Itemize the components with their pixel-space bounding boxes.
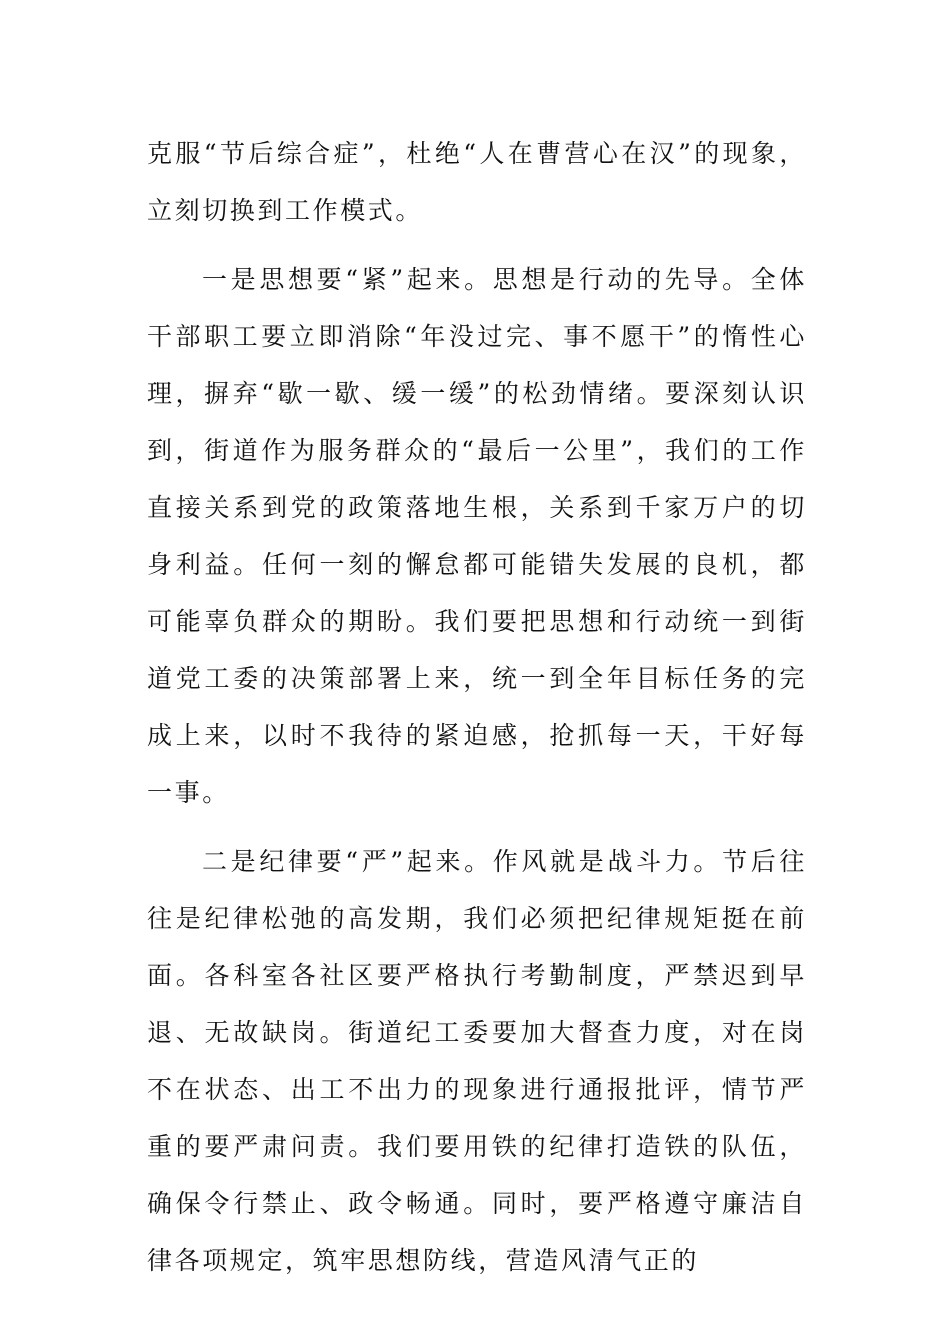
paragraph-discipline-strict: 二是纪律要“严”起来。作风就是战斗力。节后往往是纪律松弛的高发期，我们必须把纪律规矩挺在前面。各科室各社区要严格执行考勤制度，严禁迟到早退、无故缺岗。街道纪工委要加大督查力度，对在岗不在状态、出工不出力的现象进行通报批评，情节严重的要严肃问责。我们要用铁的纪律打造铁的队伍，确保令行禁止、政令畅通。同时，要严格遵守廉洁自律各项规定，筑牢思想防线，营造风清气正的 bbox=[147, 847, 807, 1275]
document-body bbox=[147, 125, 807, 1301]
paragraph-thought-tight: 一是思想要“紧”起来。思想是行动的先导。全体干部职工要立即消除“年没过完、事不愿干”的惰性心理，摒弃“歇一歇、缓一缓”的松劲情绪。要深刻认识到，街道作为服务群众的“最后一公里”，我们的工作直接关系到党的政策落地生根，关系到千家万户的切身利益。任何一刻的懈怠都可能错失发展的良机，都可能辜负群众的期盼。我们要把思想和行动统一到街道党工委的决策部署上来，统一到全年目标任务的完成上来，以时不我待的紧迫感，抢抓每一天，干好每一事。 bbox=[147, 265, 807, 807]
paragraph-continuation: 克服“节后综合症”，杜绝“人在曹营心在汉”的现象，立刻切换到工作模式。 bbox=[147, 139, 807, 225]
